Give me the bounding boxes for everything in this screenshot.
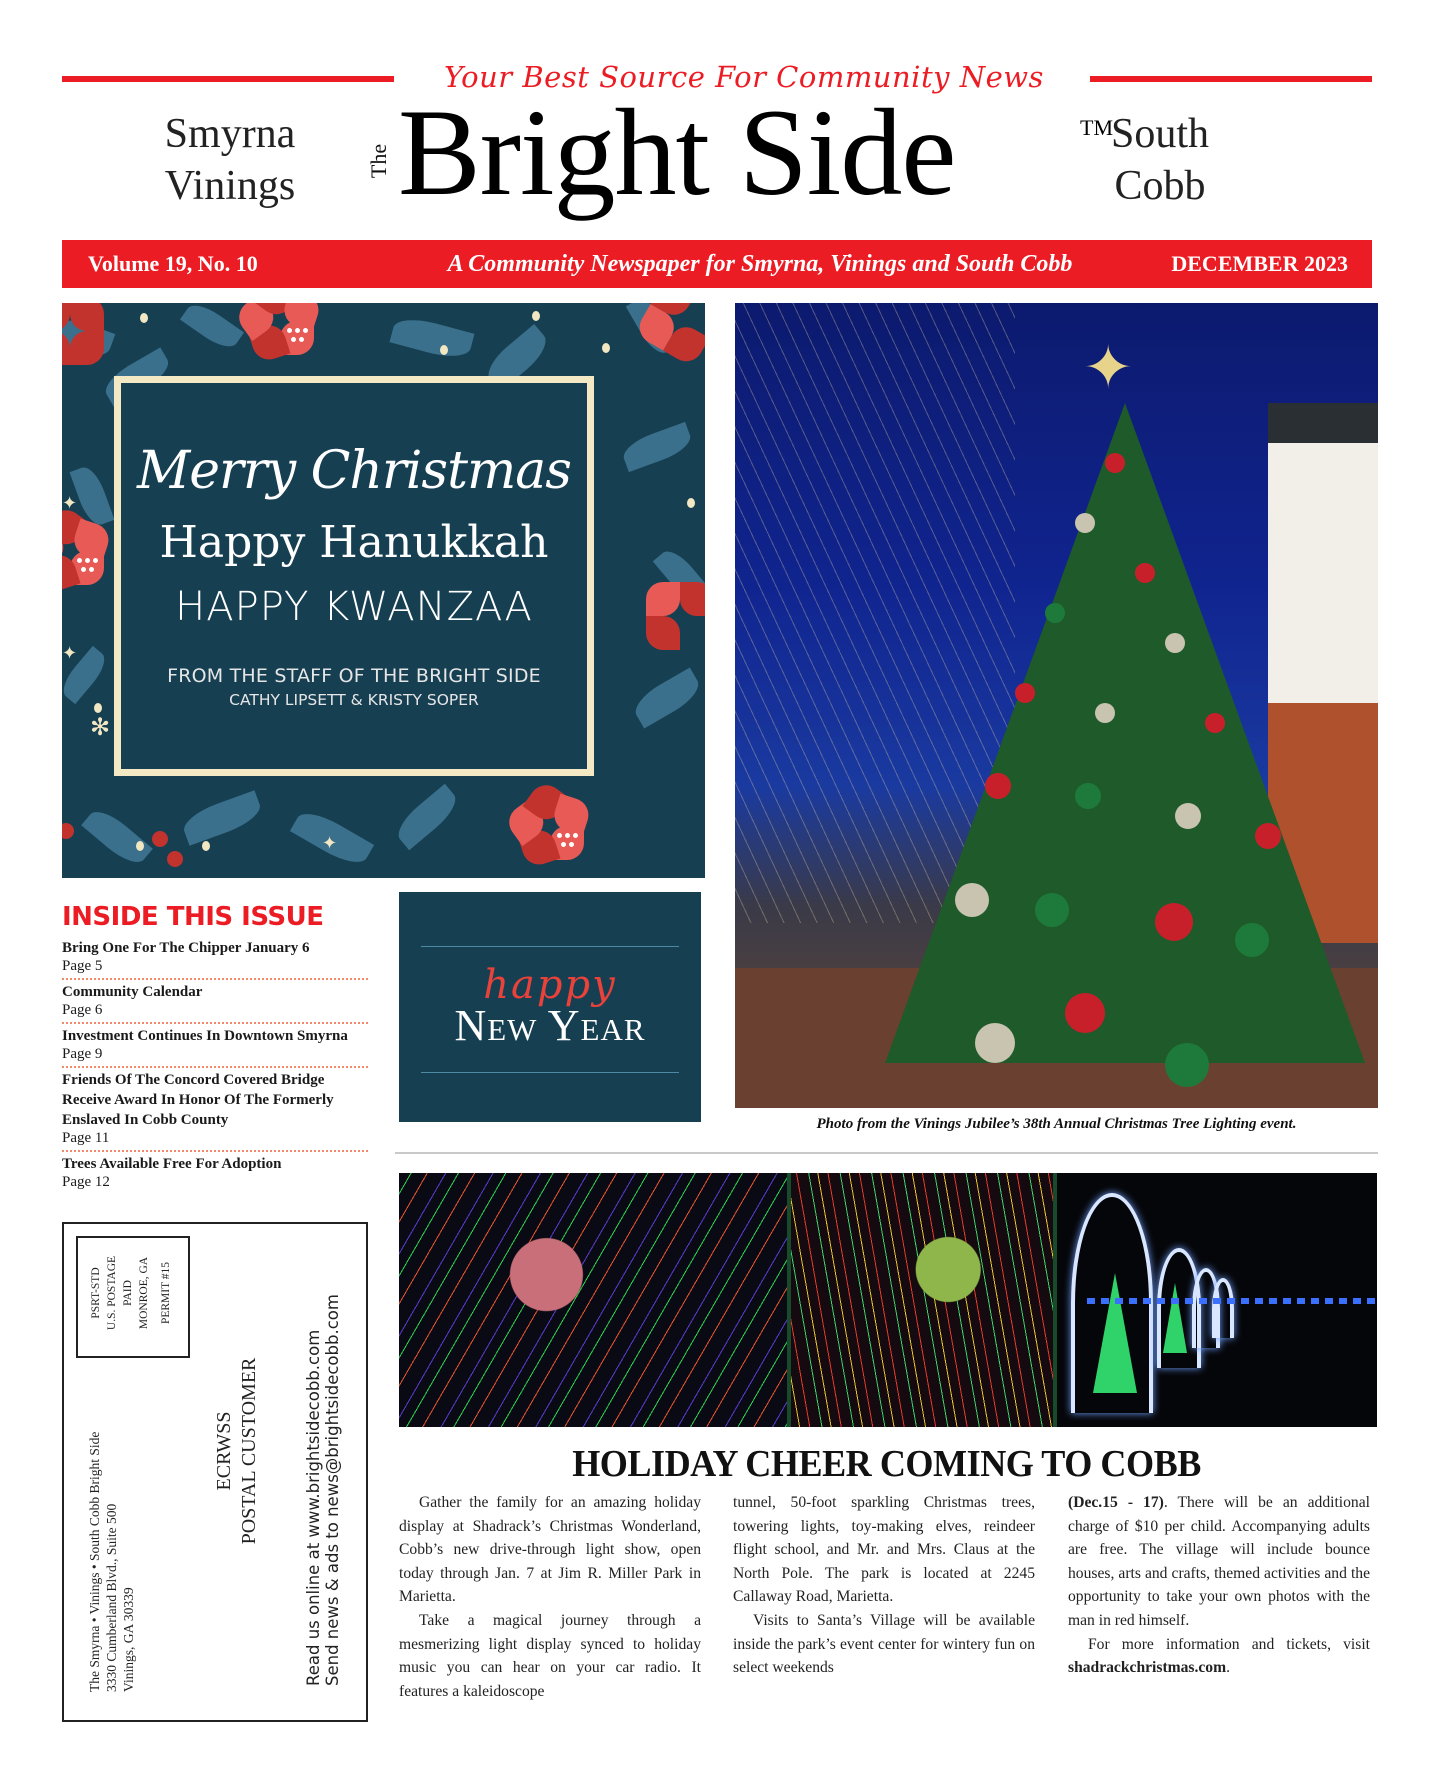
staff-names-text: CATHY LIPSETT & KRISTY SOPER	[229, 691, 479, 709]
poinsettia-icon	[262, 303, 332, 373]
tagline-rule-right	[1090, 76, 1372, 82]
article-paragraph: (Dec.15 - 17). There will be an additional charge of $10 per child. Accompanying adults are free. The village will include bounce houses, arts and crafts, themed activities and the opportunity to take your own photos with the man in red himself.	[1068, 1494, 1370, 1629]
location-south: South	[1110, 111, 1210, 157]
staff-greeting-text: FROM THE STAFF OF THE BRIGHT SIDE	[167, 665, 541, 687]
snow-dot	[532, 311, 540, 321]
contact-info	[304, 1294, 342, 1686]
divider-line	[421, 1072, 679, 1073]
postal-customer-text: POSTAL CUSTOMER	[238, 1357, 260, 1545]
article-paragraph: tunnel, 50-foot sparkling Christmas trees, towering lights, toy-making elves, reindeer flight school, and Mr. and Mrs. Claus at the North Pole. The park is located at 2245 Callaway Road, Marietta.	[733, 1494, 1035, 1606]
issue-date: DECEMBER 2023	[1171, 251, 1348, 276]
happy-text: happy	[483, 962, 617, 1008]
trademark-mark: TM	[1080, 115, 1113, 140]
toc-title: Friends Of The Concord Covered Bridge Receive Award In Honor Of The Formerly Enslaved In Cobb County	[62, 1072, 334, 1128]
poinsettia-icon	[532, 808, 602, 878]
berry-icon	[62, 823, 74, 839]
tagline: Your Best Source For Community News	[444, 60, 1044, 94]
issue-banner	[62, 240, 1372, 288]
toc-item[interactable]	[62, 936, 368, 980]
photo-caption: Photo from the Vinings Jubilee’s 38th Annual Christmas Tree Lighting event.	[816, 1116, 1297, 1132]
volume-number: Volume 19, No. 10	[88, 251, 258, 276]
article-column-3	[1068, 1491, 1370, 1680]
location-cobb: Cobb	[1114, 163, 1206, 209]
toc-page: Page 9	[62, 1046, 103, 1062]
permit-line: PERMIT #15	[160, 1261, 172, 1325]
sparkle-icon: ✦	[62, 493, 78, 513]
send-news-email[interactable]: Send news & ads to news@brightsidecobb.com	[323, 1294, 342, 1686]
happy-kwanzaa-text: HAPPY KWANZAA	[175, 584, 533, 630]
masthead-the: The	[366, 143, 392, 179]
toc-title: Bring One For The Chipper January 6	[62, 940, 310, 956]
mailing-panel	[62, 1222, 368, 1722]
snow-dot	[136, 841, 144, 851]
happy-new-year-card	[399, 892, 701, 1122]
leaf-icon	[629, 668, 705, 729]
article-headline: HOLIDAY CHEER COMING TO COBB	[572, 1443, 1201, 1485]
location-vinings: Vinings	[164, 163, 296, 209]
snow-dot	[602, 343, 610, 353]
masthead-title: Bright Side	[398, 84, 956, 221]
sparkle-icon: ✦	[62, 643, 78, 663]
event-dates: (Dec.15 - 17)	[1068, 1494, 1164, 1511]
snowflake-icon: ✻	[90, 715, 111, 741]
toc-title: Investment Continues In Downtown Smyrna	[62, 1028, 348, 1044]
article-column-1	[399, 1491, 701, 1703]
article-paragraph: For more information and tickets, visit shadrackchristmas.com.	[1068, 1635, 1370, 1677]
divider-line	[421, 946, 679, 947]
merry-christmas-text: Merry Christmas	[137, 441, 571, 501]
article-paragraph: Visits to Santa’s Village will be available inside the park’s event center for wintery fun on select weekends	[733, 1611, 1035, 1677]
toc-page: Page 6	[62, 1002, 103, 1018]
snow-dot	[202, 841, 210, 851]
location-smyrna: Smyrna	[164, 111, 296, 157]
toc-item[interactable]	[62, 980, 368, 1024]
banner-subtitle: A Community Newspaper for Smyrna, Vinings and South Cobb	[447, 250, 1073, 277]
return-address: The Smyrna • Vinings • South Cobb Bright Side 3330 Cumberland Blvd., Suite 500 Vinings, GA 30339	[87, 1431, 136, 1692]
snow-dot	[440, 345, 448, 355]
snow-dot	[687, 498, 695, 508]
leaf-icon	[391, 784, 463, 850]
poinsettia-icon	[662, 598, 705, 668]
article-paragraph: Take a magical journey through a mesmerizing light display synced to holiday music you can hear on your car radio. It features a kaleidoscope	[399, 1611, 701, 1700]
toc-item[interactable]	[62, 1068, 368, 1152]
permit-line: PSRT-STD	[90, 1267, 102, 1319]
toc-title: Community Calendar	[62, 984, 203, 1000]
holiday-greeting-card	[62, 303, 705, 878]
ecrwss-text: ECRWSS	[213, 1411, 235, 1491]
toc-page: Page 5	[62, 958, 103, 974]
tree-topper-star-icon: ✦	[1083, 335, 1134, 401]
greeting-box	[114, 376, 594, 776]
sparkle-icon: ✦	[322, 833, 338, 853]
snow-dot	[140, 313, 148, 323]
article-column-2	[733, 1491, 1035, 1680]
toc-page: Page 11	[62, 1130, 110, 1146]
postage-permit-box	[76, 1236, 190, 1358]
toc-page: Page 12	[62, 1174, 110, 1190]
leaf-icon	[619, 422, 694, 472]
leaf-icon	[179, 790, 264, 846]
permit-line: PAID	[122, 1280, 134, 1306]
christmas-tree	[885, 403, 1365, 1063]
new-year-text: New Year	[454, 1001, 646, 1050]
permit-line: MONROE, GA	[138, 1256, 150, 1330]
light-arches-photo	[1057, 1173, 1377, 1427]
poinsettia-icon	[62, 313, 122, 383]
tagline-rule-left	[62, 76, 394, 82]
toc-item[interactable]	[62, 1024, 368, 1068]
website-link[interactable]: shadrackchristmas.com	[1068, 1659, 1227, 1677]
online-link[interactable]: Read us online at www.brightsidecobb.com	[304, 1329, 323, 1686]
permit-line: U.S. POSTAGE	[106, 1255, 118, 1331]
leaf-icon	[180, 303, 244, 354]
toc-title: Trees Available Free For Adoption	[62, 1156, 282, 1172]
postal-customer-label	[212, 1326, 262, 1576]
locations-right	[1110, 108, 1350, 212]
locations-left	[130, 108, 330, 212]
berry-icon	[167, 851, 183, 867]
toc-item[interactable]	[62, 1152, 368, 1194]
inside-this-issue	[62, 902, 368, 1194]
poinsettia-icon	[662, 303, 705, 373]
boy-in-car-photo	[791, 1173, 1053, 1427]
christmas-tree-photo	[735, 303, 1378, 1108]
snow-dot	[94, 703, 102, 713]
inside-heading: INSIDE THIS ISSUE	[62, 902, 324, 932]
happy-hanukkah-text: Happy Hanukkah	[159, 517, 549, 568]
leaf-icon	[81, 804, 153, 870]
light-show-photo-strip	[399, 1173, 1377, 1427]
section-divider	[395, 1152, 1378, 1154]
poinsettia-icon	[62, 533, 122, 603]
girl-in-car-photo	[399, 1173, 787, 1427]
berry-icon	[152, 831, 168, 847]
article-paragraph: Gather the family for an amazing holiday display at Shadrack’s Christmas Wonderland, Cobb’s new drive-through light show, open today through Jan. 7 at Jim R. Miller Park in Marietta.	[399, 1494, 701, 1606]
leaf-icon	[389, 313, 474, 363]
